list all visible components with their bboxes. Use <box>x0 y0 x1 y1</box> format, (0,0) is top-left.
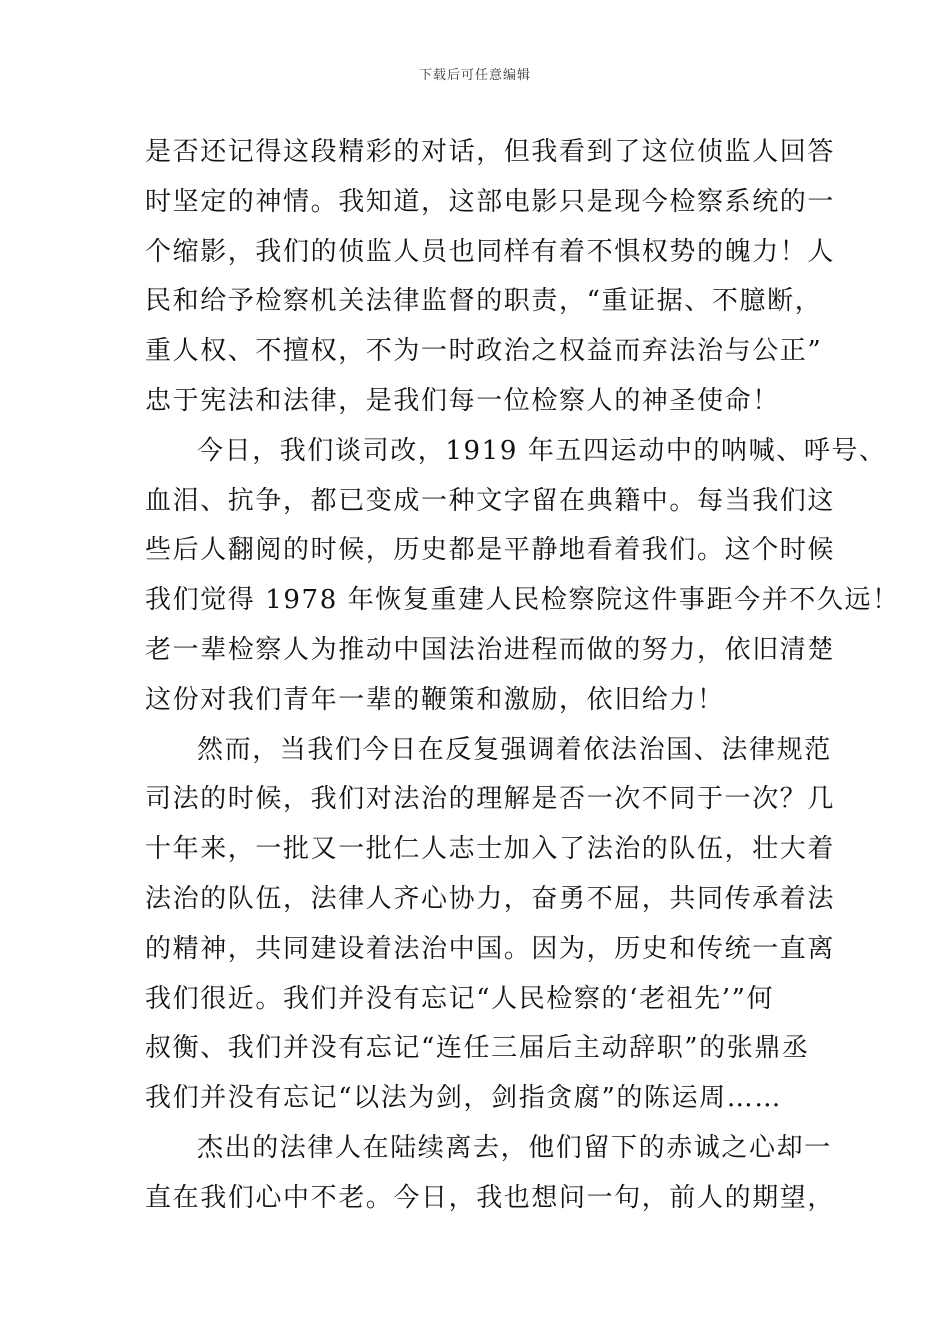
text-line: 时坚定的神情。我知道，这部电影只是现今检察系统的一 <box>145 186 836 217</box>
text-line: 的精神，共同建设着法治中国。因为，历史和传统一直离 <box>145 933 836 964</box>
text-line: 忠于宪法和法律，是我们每一位检察人的神圣使命！ <box>145 385 780 416</box>
text-line: 司法的时候，我们对法治的理解是否一次不同于一次？几 <box>145 784 836 815</box>
text-line: 些后人翻阅的时候，历史都是平静地看着我们。这个时候 <box>145 535 836 566</box>
text-line: 叔衡、我们并没有忘记“连任三届后主动辞职”的张鼎丞 <box>145 1033 810 1064</box>
text-line: 我们觉得 1978 年恢复重建人民检察院这件事距今并不久远！ <box>145 585 900 616</box>
text-line: 直在我们心中不老。今日，我也想问一句，前人的期望， <box>145 1182 836 1213</box>
paragraph-start-line: 然而，当我们今日在反复强调着依法治国、法律规范 <box>197 734 832 765</box>
text-line: 十年来，一批又一批仁人志士加入了法治的队伍，壮大着 <box>145 834 836 865</box>
text-line: 这份对我们青年一辈的鞭策和激励，依旧给力！ <box>145 684 725 715</box>
text-line: 老一辈检察人为推动中国法治进程而做的努力，依旧清楚 <box>145 634 836 665</box>
text-line: 是否还记得这段精彩的对话，但我看到了这位侦监人回答 <box>145 137 836 167</box>
paragraph-start-line: 杰出的法律人在陆续离去，他们留下的赤诚之心却一 <box>197 1132 832 1163</box>
text-line: 重人权、不擅权，不为一时政治之权益而弃法治与公正” <box>145 336 823 367</box>
text-line: 民和给予检察机关法律监督的职责，“重证据、不臆断， <box>145 286 823 317</box>
text-line: 我们并没有忘记“以法为剑，剑指贪腐”的陈运周…… <box>145 1083 782 1114</box>
text-line: 法治的队伍，法律人齐心协力，奋勇不屈，共同传承着法 <box>145 883 836 914</box>
text-line: 我们很近。我们并没有忘记“人民检察的‘老祖先’”何 <box>145 983 775 1014</box>
header-note: 下载后可任意编辑 <box>418 68 531 83</box>
text-line: 血泪、抗争，都已变成一种文字留在典籍中。每当我们这 <box>145 485 836 516</box>
body-text <box>145 128 900 1224</box>
text-line: 个缩影，我们的侦监人员也同样有着不惧权势的魄力！人 <box>145 236 836 267</box>
paragraph-start-line: 今日，我们谈司改，1919 年五四运动中的呐喊、呼号、 <box>197 435 887 466</box>
